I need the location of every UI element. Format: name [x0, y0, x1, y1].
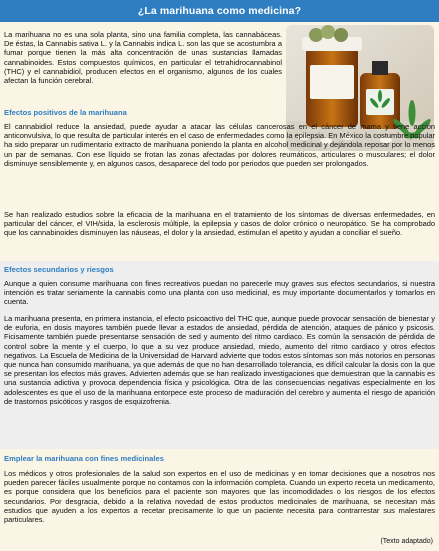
source-credit: (Texto adaptado)	[380, 538, 433, 545]
positive-effects-paragraph-1: El cannabidiol reduce la ansiedad, puede ayudar a atacar las células cancerosas en el cáncer de mama y tiene acción anticonvulsiva, lo que resulta de particular interés en el caso de enfermedades como la epilepsia. En México la costumbre popular ha sido preparar un rudimentario extracto de marihuana poniendo la planta en alcohol medicinal y dejándola reposar por lo menos un par de semanas. Con ese líquido se frotan las zonas afectadas por dolores reumáticos, articulares o musculares; el dolor disminuye sensiblemente y, en algunos casos, desaparece del todo por periodos que pueden ser prolongados.	[4, 122, 435, 168]
positive-effects-paragraph-2: Se han realizado estudios sobre la eficacia de la marihuana en el tratamiento de los síntomas de diversas enfermedades, en particular del cáncer, el VIH/sida, la esclerosis múltiple, la epilepsia y casos de dolor crónico o neuropático. Se ha comprobado que los cannabinoides disminuyen las náuseas, el dolor y la ansiedad, estimulan el apetito y ayudan a conciliar el sueño.	[4, 210, 435, 238]
heading-positive-effects: Efectos positivos de la marihuana	[4, 108, 127, 117]
side-effects-paragraph-2: La marihuana presenta, en primera instancia, el efecto psicoactivo del THC que, aunque puede provocar sensación de bienestar y de euforia, en dosis mayores también puede llevar a estados de ansiedad, pérdida de atención, ataques de pánico y psicosis. Ficisamente también puede presentarse sensación de sed y aumento del ritmo cardiaco. Es común la sensación de pérdida de control sobre la mente y el cuerpo, lo que a su vez produce ansiedad, miedo, aumento del ritmo cardiaco y otros efectos negativos. La Escuela de Medicina de la Universidad de Harvard advierte que todos estos síntomas son más notorios en personas que nunca han consumido marihuana, ya que además de que no han desarrollado tolerancia, es difícil calcular la dosis con la que se presentan los efectos más graves. Advierten además que se han realizado investigaciones que demuestran que la cannabis es una sustancia adictiva y provoca dependencia física y psicológica. Otra de las consecuencias negativas especialmente en los adolescentes es que el uso de la marihuana entorpece este proceso de maduración del cerebro y aumenta el riesgo de aparición de trastornos psicóticos y rasgos de esquizofrenia.	[4, 314, 435, 406]
intro-paragraph: La marihuana no es una sola planta, sino una familia completa, las cannabáceas. De éstas, la Cannabis sativa L. y la Cannabis indica L. son las que se acostumbra a fumar porque tienen la más alta concentración de unas sustancias llamadas cannabinoides. Estos compuestos químicos, en particular el tetrahidrocannabinol (THC) y el cannabidiol, producen efectos en el organismo, algunos de los cuales afectan la función cerebral.	[4, 30, 282, 86]
page-title: ¿La marihuana como medicina?	[137, 5, 302, 17]
title-bar	[0, 0, 439, 22]
heading-medicinal-use: Emplear la marihuana con fines medicinales	[4, 454, 164, 463]
side-effects-paragraph-1: Aunque a quien consume marihuana con fines recreativos puedan no parecerle muy graves sus efectos secundarios, si nuestra intención es tratar seriamente la cannabis como una planta con uso medicinal, es muy importante documentarlos y tomarlos en cuenta.	[4, 279, 435, 307]
medicinal-use-paragraph: Los médicos y otros profesionales de la salud son expertos en el uso de medicinas y en tomar decisiones que a nosotros nos pueden parecer fáciles usualmente porque no contamos con la información completa. Cuando un experto receta un medicamento, es porque considera que los beneficios para el paciente son mayores que las incomodidades o los riesgos de los efectos secundarios. Por desgracia, debido a la relativa novedad de estos productos medicinales de marihuana, se necesitan más estudios que ayuden a los expertos a recetar precisamente lo que un paciente necesita para contrarrestar sus malestares particulares.	[4, 469, 435, 525]
heading-side-effects: Efectos secundarios y riesgos	[4, 265, 114, 274]
